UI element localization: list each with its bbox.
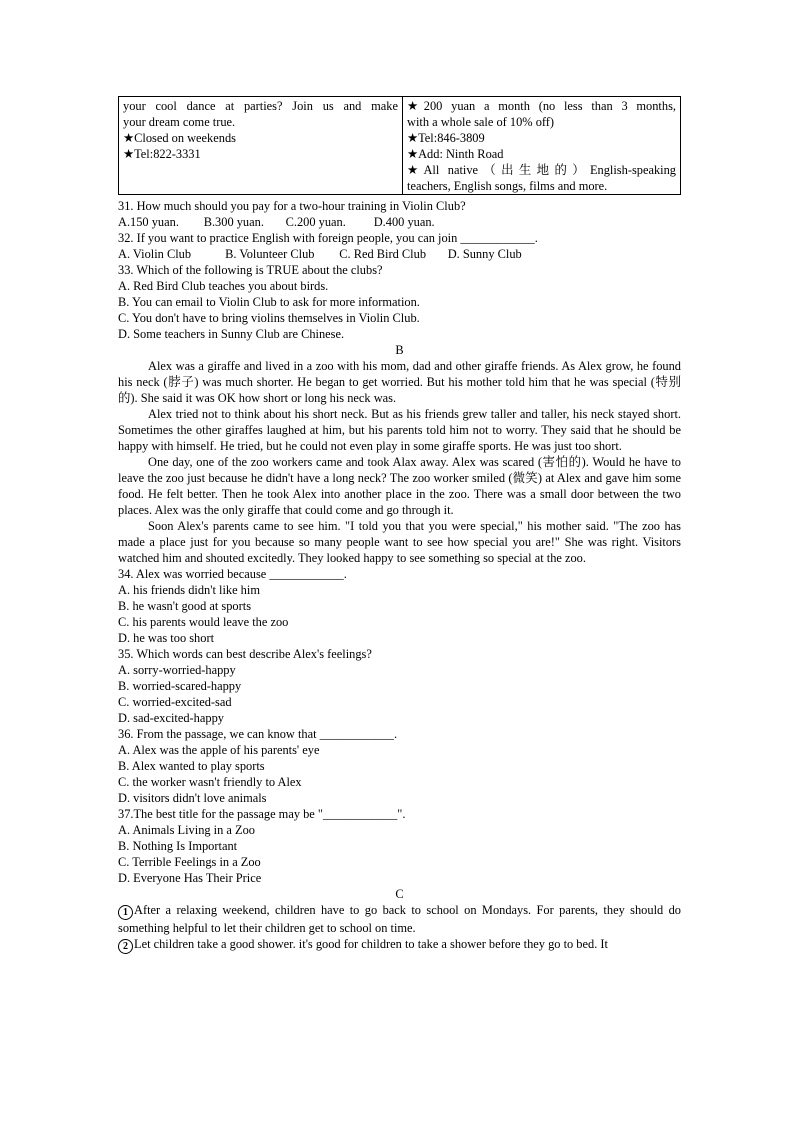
- table-line: ★Closed on weekends: [123, 131, 236, 145]
- table-line: ★Add: Ninth Road: [407, 147, 504, 161]
- option-line: A. Animals Living in a Zoo: [118, 823, 255, 837]
- option-line: D. sad-excited-happy: [118, 711, 224, 725]
- option-line: D. he was too short: [118, 631, 215, 645]
- numbered-paragraph: [118, 902, 681, 936]
- question-line: 33. Which of the following is TRUE about the clubs?: [118, 263, 383, 277]
- numbered-paragraph: [118, 936, 681, 954]
- question-line: 36. From the passage, we can know that ____________.: [118, 727, 398, 741]
- question-line: 32. If you want to practice English with foreign people, you can join ____________.: [118, 231, 538, 245]
- club-cell-right: [403, 97, 681, 195]
- option-line: A. Red Bird Club teaches you about birds.: [118, 279, 329, 293]
- table-line: teachers, English songs, films and more.: [407, 179, 608, 193]
- question-line: 34. Alex was worried because ____________.: [118, 567, 347, 581]
- option-line: C. the worker wasn't friendly to Alex: [118, 775, 302, 789]
- table-line: your dream come true.: [123, 115, 236, 129]
- option-line: C. worried-excited-sad: [118, 695, 232, 709]
- section-c-heading: C: [395, 887, 404, 901]
- option-line: A. Alex was the apple of his parents' eye: [118, 743, 320, 757]
- option-line: D. Some teachers in Sunny Club are Chinese.: [118, 327, 345, 341]
- option-line: B. worried-scared-happy: [118, 679, 242, 693]
- circled-number-marker: 2: [118, 939, 133, 954]
- passage-b: [118, 358, 681, 566]
- passage-paragraph: One day, one of the zoo workers came and took Alax away. Alex was scared (害怕的). Would he have to leave the zoo just because he didn't have a long neck? The zoo worker smiled (微笑) at Alex and gave him some food. He felt better. Then he took Alex into another place in the zoo. There was a small door between the two places. Alex was the only giraffe that could come and go through it.: [118, 455, 681, 517]
- option-line: B. he wasn't good at sports: [118, 599, 252, 613]
- option-line: D. visitors didn't love animals: [118, 791, 267, 805]
- option-line: C. his parents would leave the zoo: [118, 615, 289, 629]
- table-line: ★200 yuan a month (no less than 3 months,: [407, 99, 676, 113]
- club-info-table: [118, 96, 681, 195]
- option-line: A.150 yuan. B.300 yuan. C.200 yuan. D.400 yuan.: [118, 215, 435, 229]
- paragraph-text: Let children take a good shower. it's good for children to take a shower before they go to bed. It: [134, 937, 608, 951]
- option-line: C. Terrible Feelings in a Zoo: [118, 855, 261, 869]
- option-line: A. Violin Club B. Volunteer Club C. Red Bird Club D. Sunny Club: [118, 247, 522, 261]
- circled-number-marker: 1: [118, 905, 133, 920]
- table-line: your cool dance at parties? Join us and make: [123, 99, 398, 113]
- option-line: B. Nothing Is Important: [118, 839, 238, 853]
- option-line: B. You can email to Violin Club to ask for more information.: [118, 295, 420, 309]
- option-line: B. Alex wanted to play sports: [118, 759, 265, 773]
- club-cell-left: [119, 97, 403, 195]
- page: [118, 96, 681, 954]
- question-line: 31. How much should you pay for a two-hour training in Violin Club?: [118, 199, 466, 213]
- section-b-questions: [118, 566, 681, 886]
- table-line: ★Tel:822-3331: [123, 147, 201, 161]
- option-line: A. sorry-worried-happy: [118, 663, 236, 677]
- question-line: 35. Which words can best describe Alex's feelings?: [118, 647, 372, 661]
- paragraph-text: After a relaxing weekend, children have to go back to school on Mondays. For parents, they should do something helpful to let their children get to school on time.: [118, 903, 681, 935]
- option-line: D. Everyone Has Their Price: [118, 871, 262, 885]
- section-b-heading: B: [395, 343, 404, 357]
- passage-c: [118, 902, 681, 954]
- section-a-questions: [118, 198, 681, 342]
- table-line: ★All native（出生地的）English-speaking: [407, 163, 676, 177]
- table-line: with a whole sale of 10% off): [407, 115, 555, 129]
- passage-paragraph: Soon Alex's parents came to see him. "I told you that you were special," his mother said. "The zoo has made a place just for you because so many people want to see how special you are!" She was right. Visitors watched him and shouted excitedly. They looked happy to see something so special at the zoo.: [118, 519, 681, 565]
- passage-paragraph: Alex tried not to think about his short neck. But as his friends grew taller and taller, his neck stayed short. Sometimes the other giraffes laughed at him, but his parents told him not to worry. They said that he should be happy with himself. He tried, but he could not even play in some giraffe sports. He was just too short.: [118, 407, 681, 453]
- option-line: A. his friends didn't like him: [118, 583, 260, 597]
- passage-paragraph: Alex was a giraffe and lived in a zoo with his mom, dad and other giraffe friends. As Alex grow, he found his neck (脖子) was much shorter. He began to get worried. But his mother told him that he was special (特别的). She said it was OK how short or long his neck was.: [118, 359, 681, 405]
- table-line: ★Tel:846-3809: [407, 131, 485, 145]
- option-line: C. You don't have to bring violins themselves in Violin Club.: [118, 311, 420, 325]
- question-line: 37.The best title for the passage may be "____________".: [118, 807, 406, 821]
